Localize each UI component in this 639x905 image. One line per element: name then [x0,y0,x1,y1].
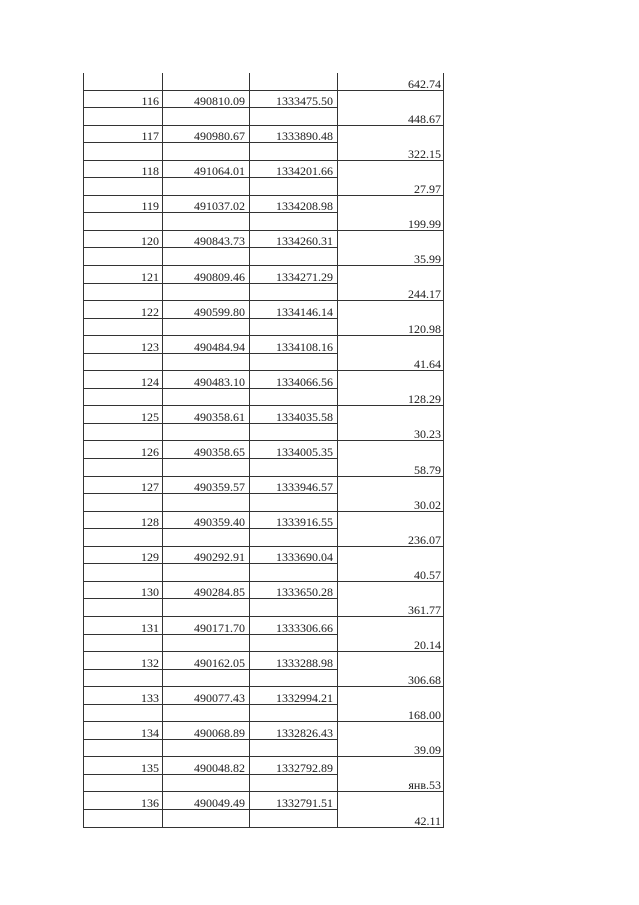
y-coordinate-cell [250,564,338,582]
table-row [84,757,444,775]
distance-cell: 35.99 [338,248,444,266]
y-coordinate-cell: 1334271.29 [250,266,338,284]
point-number-cell: 135 [84,757,163,775]
distance-cell [338,476,444,494]
x-coordinate-cell: 490358.65 [163,441,250,459]
y-coordinate-cell: 1334108.16 [250,336,338,354]
table-row [84,774,444,792]
y-coordinate-cell: 1334201.66 [250,160,338,178]
table-row [84,283,444,301]
distance-cell [338,616,444,634]
point-number-cell [84,809,163,827]
distance-cell [338,301,444,319]
x-coordinate-cell: 490068.89 [163,722,250,740]
x-coordinate-cell: 490810.09 [163,90,250,108]
x-coordinate-cell [163,739,250,757]
table-row [84,564,444,582]
table-row [84,476,444,494]
distance-cell [338,266,444,284]
y-coordinate-cell: 1333916.55 [250,511,338,529]
x-coordinate-cell: 490292.91 [163,546,250,564]
x-coordinate-cell [163,283,250,301]
point-number-cell: 125 [84,406,163,424]
x-coordinate-cell [163,809,250,827]
point-number-cell [84,178,163,196]
point-number-cell [84,564,163,582]
point-number-cell: 133 [84,687,163,705]
distance-cell [338,511,444,529]
point-number-cell [84,108,163,126]
distance-cell [338,546,444,564]
distance-cell: 306.68 [338,669,444,687]
y-coordinate-cell [250,353,338,371]
table-row [84,108,444,126]
y-coordinate-cell [250,283,338,301]
y-coordinate-cell [250,704,338,722]
table-row [84,336,444,354]
y-coordinate-cell [250,108,338,126]
point-number-cell [84,73,163,90]
y-coordinate-cell: 1333946.57 [250,476,338,494]
point-number-cell [84,739,163,757]
x-coordinate-cell [163,669,250,687]
x-coordinate-cell [163,388,250,406]
distance-cell [338,125,444,143]
point-number-cell [84,213,163,231]
point-number-cell [84,529,163,547]
y-coordinate-cell: 1333690.04 [250,546,338,564]
distance-cell: 168.00 [338,704,444,722]
x-coordinate-cell: 490284.85 [163,581,250,599]
x-coordinate-cell [163,774,250,792]
y-coordinate-cell: 1334260.31 [250,230,338,248]
distance-cell [338,687,444,705]
table-row [84,160,444,178]
point-number-cell: 127 [84,476,163,494]
distance-cell: 361.77 [338,599,444,617]
point-number-cell [84,388,163,406]
point-number-cell [84,353,163,371]
distance-cell: 42.11 [338,809,444,827]
x-coordinate-cell: 490483.10 [163,371,250,389]
table-row [84,143,444,161]
coordinates-table-body [84,73,444,827]
distance-cell [338,652,444,670]
y-coordinate-cell: 1334146.14 [250,301,338,319]
point-number-cell: 128 [84,511,163,529]
y-coordinate-cell: 1332791.51 [250,792,338,810]
distance-cell: 27.97 [338,178,444,196]
distance-cell: 322.15 [338,143,444,161]
x-coordinate-cell [163,108,250,126]
distance-cell [338,230,444,248]
point-number-cell [84,459,163,477]
x-coordinate-cell [163,213,250,231]
point-number-cell: 118 [84,160,163,178]
x-coordinate-cell: 490358.61 [163,406,250,424]
x-coordinate-cell [163,353,250,371]
point-number-cell: 130 [84,581,163,599]
distance-cell: 30.23 [338,423,444,441]
table-row [84,669,444,687]
x-coordinate-cell: 490809.46 [163,266,250,284]
y-coordinate-cell: 1334005.35 [250,441,338,459]
table-row [84,406,444,424]
y-coordinate-cell [250,669,338,687]
table-row [84,616,444,634]
y-coordinate-cell [250,599,338,617]
x-coordinate-cell: 490843.73 [163,230,250,248]
distance-cell [338,90,444,108]
table-row [84,230,444,248]
y-coordinate-cell [250,73,338,90]
point-number-cell: 132 [84,652,163,670]
x-coordinate-cell [163,634,250,652]
table-row [84,301,444,319]
table-row [84,722,444,740]
distance-cell [338,792,444,810]
table-row [84,529,444,547]
y-coordinate-cell [250,423,338,441]
point-number-cell: 131 [84,616,163,634]
point-number-cell: 126 [84,441,163,459]
x-coordinate-cell: 490484.94 [163,336,250,354]
x-coordinate-cell [163,599,250,617]
distance-cell [338,722,444,740]
table-row [84,178,444,196]
point-number-cell: 120 [84,230,163,248]
table-row [84,511,444,529]
y-coordinate-cell: 1334035.58 [250,406,338,424]
point-number-cell [84,704,163,722]
x-coordinate-cell: 490359.40 [163,511,250,529]
distance-cell: 244.17 [338,283,444,301]
x-coordinate-cell [163,494,250,512]
distance-cell: 20.14 [338,634,444,652]
y-coordinate-cell [250,178,338,196]
x-coordinate-cell: 490162.05 [163,652,250,670]
distance-cell: янв.53 [338,774,444,792]
x-coordinate-cell: 490077.43 [163,687,250,705]
point-number-cell: 121 [84,266,163,284]
y-coordinate-cell: 1333890.48 [250,125,338,143]
x-coordinate-cell [163,459,250,477]
distance-cell [338,336,444,354]
x-coordinate-cell [163,248,250,266]
point-number-cell: 116 [84,90,163,108]
distance-cell [338,406,444,424]
table-row [84,266,444,284]
y-coordinate-cell [250,248,338,266]
distance-cell [338,160,444,178]
point-number-cell [84,774,163,792]
table-row [84,318,444,336]
point-number-cell: 119 [84,195,163,213]
distance-cell: 236.07 [338,529,444,547]
y-coordinate-cell: 1332994.21 [250,687,338,705]
y-coordinate-cell [250,459,338,477]
x-coordinate-cell: 490049.49 [163,792,250,810]
distance-cell: 58.79 [338,459,444,477]
table-row [84,213,444,231]
point-number-cell: 129 [84,546,163,564]
table-row [84,546,444,564]
table-row [84,423,444,441]
table-row [84,704,444,722]
x-coordinate-cell [163,423,250,441]
table-row [84,687,444,705]
x-coordinate-cell [163,73,250,90]
table-row [84,90,444,108]
y-coordinate-cell [250,774,338,792]
point-number-cell [84,599,163,617]
y-coordinate-cell [250,809,338,827]
table-row [84,441,444,459]
y-coordinate-cell: 1333475.50 [250,90,338,108]
table-row [84,125,444,143]
table-row [84,652,444,670]
x-coordinate-cell: 490171.70 [163,616,250,634]
point-number-cell: 123 [84,336,163,354]
table-row [84,581,444,599]
y-coordinate-cell: 1332792.89 [250,757,338,775]
distance-cell: 39.09 [338,739,444,757]
y-coordinate-cell [250,213,338,231]
point-number-cell: 122 [84,301,163,319]
point-number-cell [84,494,163,512]
point-number-cell [84,669,163,687]
table-row [84,353,444,371]
x-coordinate-cell: 490048.82 [163,757,250,775]
y-coordinate-cell: 1334208.98 [250,195,338,213]
x-coordinate-cell [163,704,250,722]
table-row [84,494,444,512]
table-row [84,792,444,810]
x-coordinate-cell: 490359.57 [163,476,250,494]
y-coordinate-cell [250,143,338,161]
distance-cell: 642.74 [338,73,444,90]
distance-cell: 30.02 [338,494,444,512]
y-coordinate-cell [250,494,338,512]
point-number-cell: 124 [84,371,163,389]
table-row [84,195,444,213]
y-coordinate-cell: 1334066.56 [250,371,338,389]
x-coordinate-cell [163,143,250,161]
distance-cell [338,581,444,599]
x-coordinate-cell: 490599.80 [163,301,250,319]
point-number-cell: 117 [84,125,163,143]
distance-cell: 40.57 [338,564,444,582]
distance-cell [338,195,444,213]
y-coordinate-cell: 1333306.66 [250,616,338,634]
y-coordinate-cell: 1333288.98 [250,652,338,670]
x-coordinate-cell [163,529,250,547]
x-coordinate-cell [163,318,250,336]
table-row [84,599,444,617]
y-coordinate-cell [250,634,338,652]
point-number-cell [84,634,163,652]
table-row [84,248,444,266]
point-number-cell [84,143,163,161]
point-number-cell [84,283,163,301]
table-row [84,388,444,406]
distance-cell [338,371,444,389]
point-number-cell [84,423,163,441]
x-coordinate-cell: 491037.02 [163,195,250,213]
y-coordinate-cell: 1332826.43 [250,722,338,740]
distance-cell: 120.98 [338,318,444,336]
y-coordinate-cell [250,388,338,406]
y-coordinate-cell [250,529,338,547]
y-coordinate-cell [250,318,338,336]
table-row [84,371,444,389]
table-row [84,73,444,90]
table-row [84,459,444,477]
distance-cell [338,441,444,459]
distance-cell: 41.64 [338,353,444,371]
distance-cell: 128.29 [338,388,444,406]
x-coordinate-cell: 491064.01 [163,160,250,178]
x-coordinate-cell: 490980.67 [163,125,250,143]
point-number-cell: 136 [84,792,163,810]
x-coordinate-cell [163,564,250,582]
distance-cell: 199.99 [338,213,444,231]
distance-cell [338,757,444,775]
point-number-cell [84,248,163,266]
y-coordinate-cell: 1333650.28 [250,581,338,599]
point-number-cell: 134 [84,722,163,740]
table-row [84,634,444,652]
point-number-cell [84,318,163,336]
x-coordinate-cell [163,178,250,196]
distance-cell: 448.67 [338,108,444,126]
table-row [84,739,444,757]
y-coordinate-cell [250,739,338,757]
table-row [84,809,444,827]
coordinates-table [83,73,444,828]
